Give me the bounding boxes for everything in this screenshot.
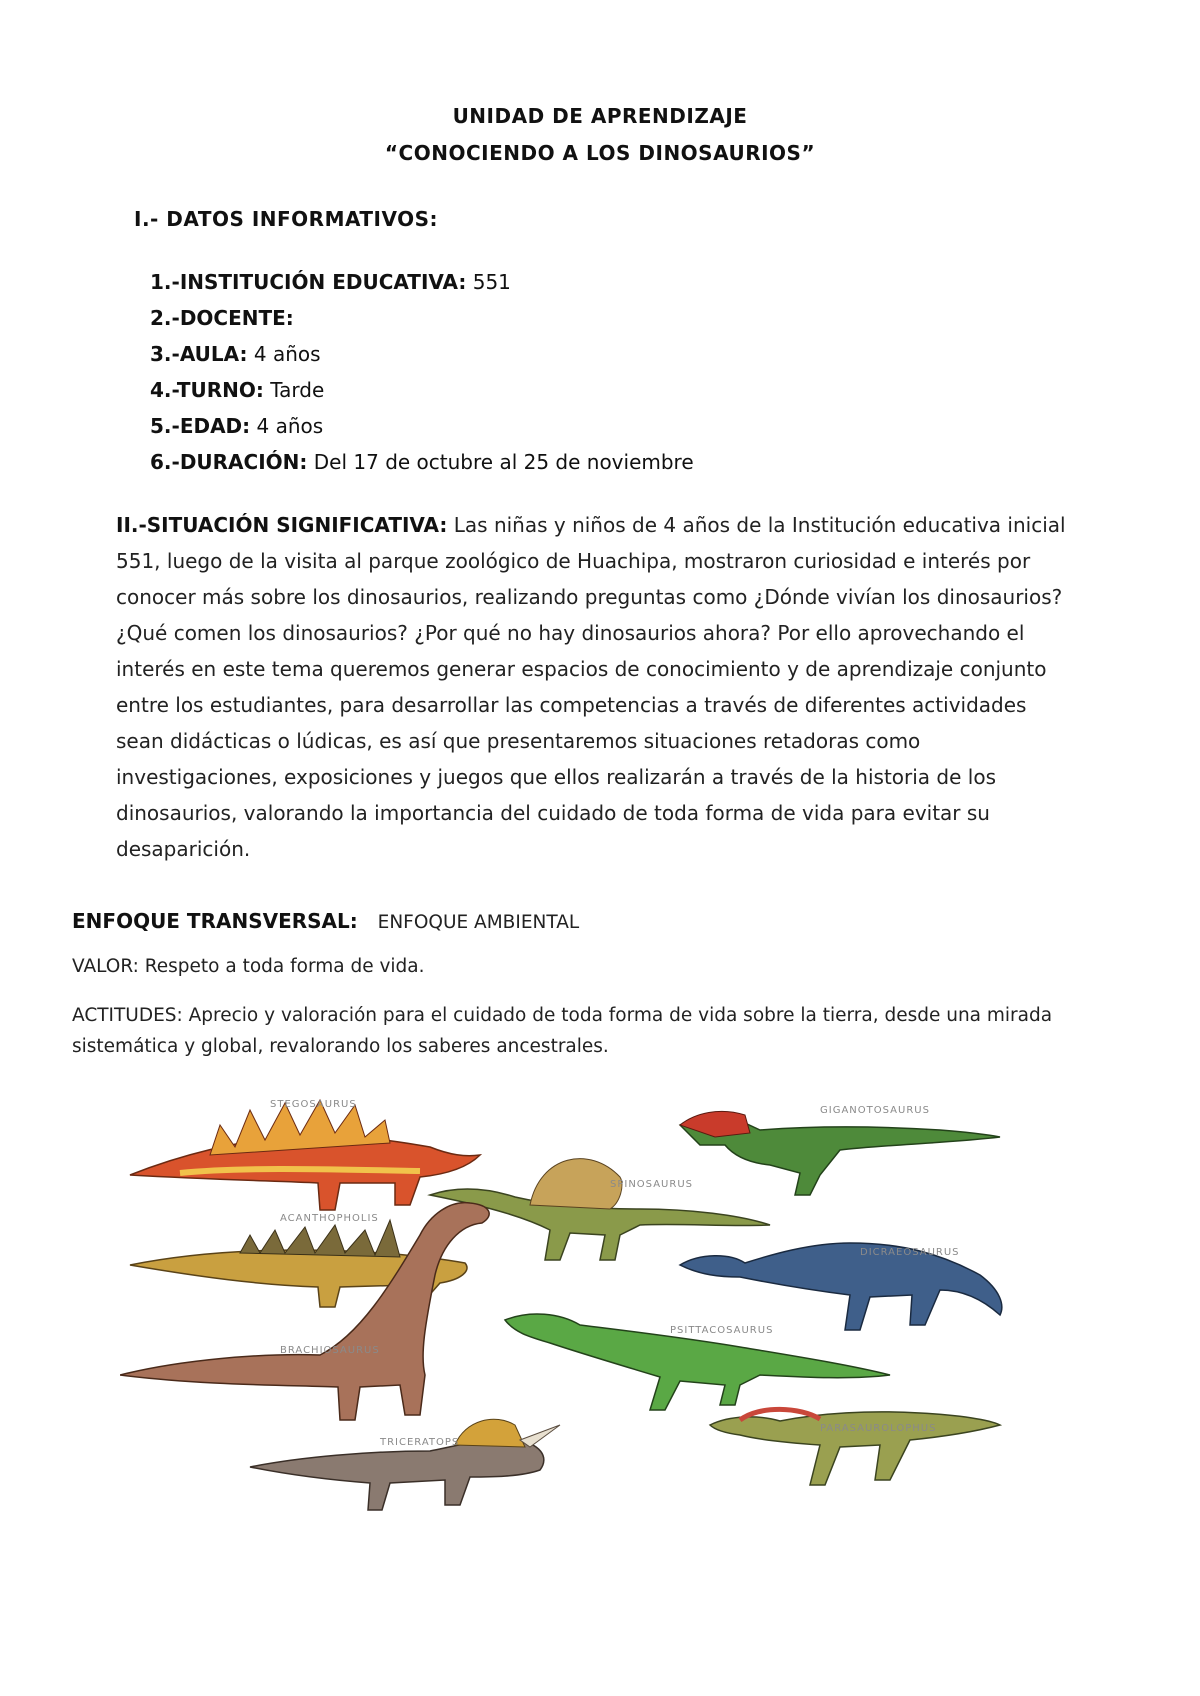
stegosaurus-figure <box>130 1100 480 1210</box>
actitudes-paragraph: ACTITUDES: Aprecio y valoración para el cuidado de toda forma de vida sobre la tierra, desde una mirada sistemática y global, revalorando los saberes ancestrales. <box>72 1005 1053 1057</box>
info-label: 3.-AULA: <box>150 342 248 366</box>
info-institucion <box>150 270 511 294</box>
info-label: 1.-INSTITUCIÓN EDUCATIVA: <box>150 270 467 294</box>
info-aula <box>150 342 321 366</box>
info-value: 4 años <box>253 342 321 366</box>
triceratops-figure <box>250 1419 560 1510</box>
valor-line: VALOR: Respeto a toda forma de vida. <box>72 956 425 977</box>
info-docente <box>150 306 294 330</box>
info-turno <box>150 378 324 402</box>
unit-title: UNIDAD DE APRENDIZAJE <box>452 104 748 128</box>
brachiosaurus-label: BRACHIOSAURUS <box>280 1345 380 1356</box>
parasaurolophus-figure <box>710 1409 1000 1485</box>
psittacosaurus-label: PSITTACOSAURUS <box>670 1325 774 1336</box>
info-value: 551 <box>472 270 511 294</box>
dicraeosaurus-label: DICRAEOSAURUS <box>860 1247 960 1258</box>
situacion-paragraph <box>116 507 1076 867</box>
parasaurolophus-label: PARASAUROLOPHUS <box>820 1423 937 1434</box>
giganotosaurus-label: GIGANOTOSAURUS <box>820 1105 930 1116</box>
info-label: 6.-DURACIÓN: <box>150 450 308 474</box>
info-value: 4 años <box>256 414 324 438</box>
triceratops-label: TRICERATOPS <box>380 1437 460 1448</box>
acanthopholis-label: ACANTHOPHOLIS <box>280 1213 379 1224</box>
enfoque-label: ENFOQUE TRANSVERSAL: <box>72 909 358 933</box>
info-edad <box>150 414 323 438</box>
stegosaurus-label: STEGOSAURUS <box>270 1099 357 1110</box>
info-value: Tarde <box>270 378 325 402</box>
info-label: 2.-DOCENTE: <box>150 306 294 330</box>
info-label: 4.-TURNO: <box>150 378 264 402</box>
enfoque-line <box>72 909 579 933</box>
datos-heading: I.- DATOS INFORMATIVOS: <box>134 207 439 231</box>
dinosaurs-illustration <box>120 1085 1100 1555</box>
enfoque-value: ENFOQUE AMBIENTAL <box>377 912 580 933</box>
info-value: Del 17 de octubre al 25 de noviembre <box>313 450 694 474</box>
dinosaurs-svg <box>120 1085 1100 1555</box>
situacion-text: Las niñas y niños de 4 años de la Institución educativa inicial 551, luego de la visita al parque zoológico de Huachipa, mostraron curiosidad e interés por conocer más sobre los dinosaurios, realizando preguntas como ¿Dónde vivían los dinosaurios? ¿Qué comen los dinosaurios? ¿Por qué no hay dinosaurios ahora? Por ello aprovechando el interés en este tema queremos generar espacios de conocimiento y de aprendizaje conjunto entre los estudiantes, para desarrollar las competencias a través de diferentes actividades sean didácticas o lúdicas, es así que presentaremos situaciones retadoras como investigaciones, exposiciones y juegos que ellos realizarán a través de la historia de los dinosaurios, valorando la importancia del cuidado de toda forma de vida para evitar su desaparición. <box>116 513 1066 861</box>
info-label: 5.-EDAD: <box>150 414 251 438</box>
situacion-heading: II.-SITUACIÓN SIGNIFICATIVA: <box>116 513 448 537</box>
giganotosaurus-figure <box>680 1111 1000 1195</box>
info-duracion <box>150 450 694 474</box>
unit-subtitle: “CONOCIENDO A LOS DINOSAURIOS” <box>384 141 816 165</box>
spinosaurus-label: SPINOSAURUS <box>610 1179 693 1190</box>
